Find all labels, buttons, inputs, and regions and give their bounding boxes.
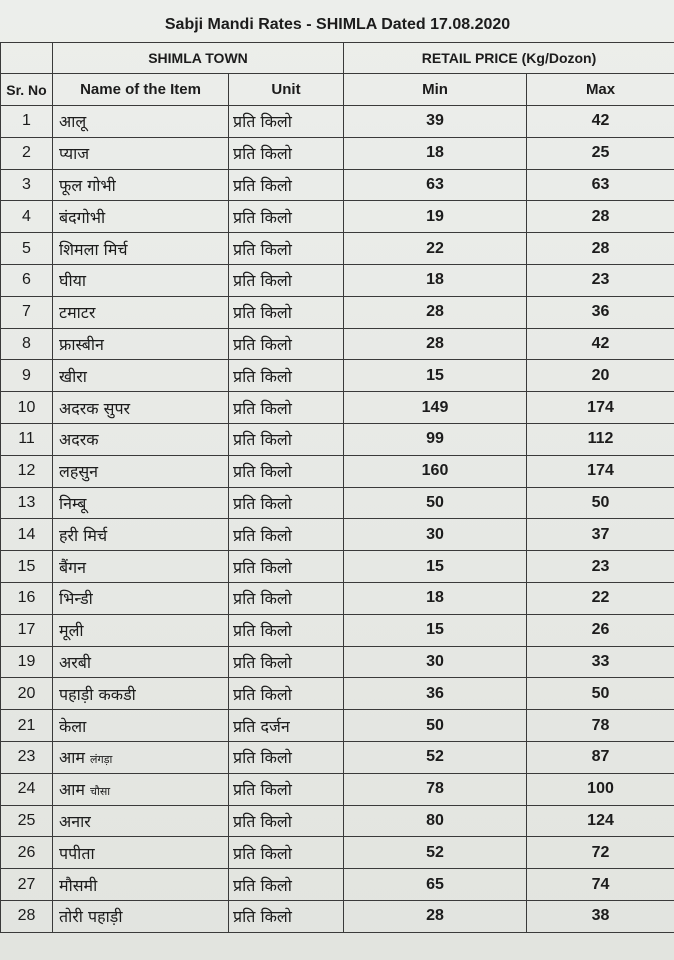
cell-item-name: फ्रास्बीन	[53, 328, 229, 360]
cell-sr-no: 23	[1, 741, 53, 773]
cell-min: 19	[344, 201, 527, 233]
cell-min: 28	[344, 900, 527, 932]
cell-unit: प्रति किलो	[229, 582, 344, 614]
cell-item-name: अदरक	[53, 423, 229, 455]
cell-item-name: अरबी	[53, 646, 229, 678]
group-retail-price: RETAIL PRICE (Kg/Dozon)	[344, 43, 674, 74]
sheet-title: Sabji Mandi Rates - SHIMLA Dated 17.08.2020	[1, 8, 674, 43]
cell-min: 39	[344, 106, 527, 138]
cell-sr-no: 7	[1, 296, 53, 328]
table-row	[1, 900, 674, 932]
cell-max: 112	[527, 423, 674, 455]
cell-sr-no: 26	[1, 837, 53, 869]
cell-item-name: हरी मिर्च	[53, 519, 229, 551]
cell-min: 160	[344, 455, 527, 487]
cell-max: 33	[527, 646, 674, 678]
cell-item-name: आम चौसा	[53, 773, 229, 805]
cell-item-name: शिमला मिर्च	[53, 233, 229, 265]
cell-max: 42	[527, 106, 674, 138]
cell-item-name: घीया	[53, 264, 229, 296]
cell-sr-no: 19	[1, 646, 53, 678]
table-row	[1, 360, 674, 392]
cell-max: 124	[527, 805, 674, 837]
table-row	[1, 582, 674, 614]
table-row	[1, 455, 674, 487]
cell-item-name: बंदगोभी	[53, 201, 229, 233]
group-shimla-town: SHIMLA TOWN	[53, 43, 344, 74]
cell-max: 87	[527, 741, 674, 773]
cell-sr-no: 9	[1, 360, 53, 392]
cell-max: 23	[527, 551, 674, 583]
cell-unit: प्रति किलो	[229, 233, 344, 265]
cell-min: 22	[344, 233, 527, 265]
cell-max: 28	[527, 233, 674, 265]
cell-max: 50	[527, 678, 674, 710]
table-row	[1, 137, 674, 169]
table-row	[1, 519, 674, 551]
cell-unit: प्रति किलो	[229, 264, 344, 296]
cell-sr-no: 3	[1, 169, 53, 201]
cell-item-name: भिन्डी	[53, 582, 229, 614]
cell-item-name: पहाड़ी ककडी	[53, 678, 229, 710]
cell-sr-no: 8	[1, 328, 53, 360]
cell-item-name: प्याज	[53, 137, 229, 169]
cell-min: 36	[344, 678, 527, 710]
cell-sr-no: 21	[1, 710, 53, 742]
cell-unit: प्रति किलो	[229, 741, 344, 773]
cell-unit: प्रति किलो	[229, 805, 344, 837]
cell-unit: प्रति किलो	[229, 296, 344, 328]
cell-unit: प्रति किलो	[229, 392, 344, 424]
cell-max: 25	[527, 137, 674, 169]
cell-min: 78	[344, 773, 527, 805]
item-variety: लंगड़ा	[90, 753, 113, 767]
table-row	[1, 487, 674, 519]
cell-sr-no: 2	[1, 137, 53, 169]
cell-unit: प्रति किलो	[229, 614, 344, 646]
table-row	[1, 423, 674, 455]
cell-item-name: पपीता	[53, 837, 229, 869]
cell-item-name: बैंगन	[53, 551, 229, 583]
cell-max: 42	[527, 328, 674, 360]
cell-unit: प्रति किलो	[229, 869, 344, 901]
cell-unit: प्रति किलो	[229, 551, 344, 583]
cell-sr-no: 1	[1, 106, 53, 138]
table-row	[1, 296, 674, 328]
cell-sr-no: 13	[1, 487, 53, 519]
cell-sr-no: 24	[1, 773, 53, 805]
cell-min: 99	[344, 423, 527, 455]
cell-item-name: निम्बू	[53, 487, 229, 519]
cell-max: 78	[527, 710, 674, 742]
cell-max: 100	[527, 773, 674, 805]
cell-unit: प्रति किलो	[229, 455, 344, 487]
header-min: Min	[344, 74, 527, 106]
cell-sr-no: 27	[1, 869, 53, 901]
table-row	[1, 646, 674, 678]
cell-max: 72	[527, 837, 674, 869]
title-row	[1, 8, 674, 43]
cell-unit: प्रति किलो	[229, 900, 344, 932]
cell-sr-no: 5	[1, 233, 53, 265]
cell-unit: प्रति किलो	[229, 837, 344, 869]
cell-unit: प्रति किलो	[229, 137, 344, 169]
header-max: Max	[527, 74, 674, 106]
cell-item-name: केला	[53, 710, 229, 742]
cell-min: 28	[344, 296, 527, 328]
table-row	[1, 392, 674, 424]
cell-min: 52	[344, 741, 527, 773]
cell-max: 38	[527, 900, 674, 932]
table-row	[1, 837, 674, 869]
cell-min: 63	[344, 169, 527, 201]
cell-min: 149	[344, 392, 527, 424]
cell-unit: प्रति किलो	[229, 678, 344, 710]
cell-max: 20	[527, 360, 674, 392]
cell-item-name: आलू	[53, 106, 229, 138]
table-row	[1, 169, 674, 201]
cell-min: 18	[344, 582, 527, 614]
cell-max: 26	[527, 614, 674, 646]
cell-sr-no: 10	[1, 392, 53, 424]
cell-max: 28	[527, 201, 674, 233]
cell-item-name: टमाटर	[53, 296, 229, 328]
cell-sr-no: 11	[1, 423, 53, 455]
cell-unit: प्रति किलो	[229, 328, 344, 360]
cell-sr-no: 17	[1, 614, 53, 646]
table-row	[1, 106, 674, 138]
cell-min: 28	[344, 328, 527, 360]
cell-item-name: अदरक सुपर	[53, 392, 229, 424]
table-row	[1, 233, 674, 265]
cell-item-name: तोरी पहाड़ी	[53, 900, 229, 932]
cell-sr-no: 16	[1, 582, 53, 614]
cell-min: 15	[344, 551, 527, 583]
cell-unit: प्रति दर्जन	[229, 710, 344, 742]
cell-item-name: अनार	[53, 805, 229, 837]
cell-max: 22	[527, 582, 674, 614]
cell-max: 36	[527, 296, 674, 328]
item-variety: चौसा	[90, 785, 111, 799]
table-row	[1, 773, 674, 805]
table-row	[1, 741, 674, 773]
cell-sr-no: 12	[1, 455, 53, 487]
cell-max: 74	[527, 869, 674, 901]
cell-max: 174	[527, 392, 674, 424]
cell-unit: प्रति किलो	[229, 487, 344, 519]
cell-min: 52	[344, 837, 527, 869]
cell-unit: प्रति किलो	[229, 201, 344, 233]
header-unit: Unit	[229, 74, 344, 106]
cell-unit: प्रति किलो	[229, 106, 344, 138]
table-row	[1, 328, 674, 360]
header-item-name: Name of the Item	[53, 74, 229, 106]
cell-item-name: लहसुन	[53, 455, 229, 487]
cell-min: 50	[344, 710, 527, 742]
cell-sr-no: 20	[1, 678, 53, 710]
cell-max: 37	[527, 519, 674, 551]
price-table	[0, 8, 674, 933]
table-row	[1, 614, 674, 646]
table-row	[1, 869, 674, 901]
cell-item-name: मूली	[53, 614, 229, 646]
cell-unit: प्रति किलो	[229, 519, 344, 551]
header-sr-no: Sr. No	[1, 74, 53, 106]
cell-max: 63	[527, 169, 674, 201]
group-header-row	[1, 43, 674, 74]
cell-unit: प्रति किलो	[229, 646, 344, 678]
cell-max: 174	[527, 455, 674, 487]
cell-sr-no: 15	[1, 551, 53, 583]
table-row	[1, 201, 674, 233]
cell-sr-no: 6	[1, 264, 53, 296]
cell-max: 50	[527, 487, 674, 519]
cell-min: 18	[344, 137, 527, 169]
table-row	[1, 264, 674, 296]
cell-sr-no: 4	[1, 201, 53, 233]
cell-min: 50	[344, 487, 527, 519]
cell-item-name: आम लंगड़ा	[53, 741, 229, 773]
table-row	[1, 551, 674, 583]
table-row	[1, 710, 674, 742]
cell-sr-no: 14	[1, 519, 53, 551]
cell-item-name: फूल गोभी	[53, 169, 229, 201]
cell-unit: प्रति किलो	[229, 169, 344, 201]
cell-min: 80	[344, 805, 527, 837]
cell-min: 15	[344, 360, 527, 392]
table-row	[1, 805, 674, 837]
cell-min: 30	[344, 646, 527, 678]
cell-min: 65	[344, 869, 527, 901]
cell-unit: प्रति किलो	[229, 423, 344, 455]
cell-sr-no: 25	[1, 805, 53, 837]
cell-sr-no: 28	[1, 900, 53, 932]
table-body	[1, 106, 674, 933]
cell-min: 15	[344, 614, 527, 646]
cell-unit: प्रति किलो	[229, 360, 344, 392]
cell-min: 18	[344, 264, 527, 296]
column-header-row	[1, 74, 674, 106]
table-row	[1, 678, 674, 710]
cell-item-name: खीरा	[53, 360, 229, 392]
cell-max: 23	[527, 264, 674, 296]
cell-item-name: मौसमी	[53, 869, 229, 901]
cell-unit: प्रति किलो	[229, 773, 344, 805]
cell-min: 30	[344, 519, 527, 551]
